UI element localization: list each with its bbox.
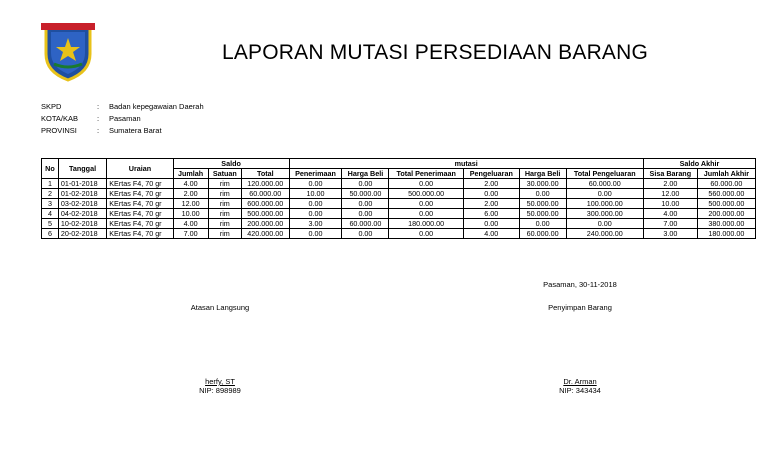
meta-value: Pasaman bbox=[109, 114, 141, 123]
table-body bbox=[42, 179, 756, 239]
table-cell: 10.00 bbox=[643, 199, 697, 209]
col-sisa-barang: Sisa Barang bbox=[643, 169, 697, 179]
table-cell: 3.00 bbox=[289, 219, 342, 229]
place-date: Pasaman, 30-11-2018 bbox=[543, 280, 617, 289]
table-cell: 380.000.00 bbox=[697, 219, 755, 229]
table-cell: 0.00 bbox=[519, 219, 566, 229]
table-cell: 2.00 bbox=[643, 179, 697, 189]
table-cell: KErtas F4, 70 gr bbox=[107, 199, 173, 209]
table-cell: 6.00 bbox=[463, 209, 519, 219]
table-cell: 50.000.00 bbox=[519, 209, 566, 219]
col-tanggal: Tanggal bbox=[58, 159, 106, 179]
table-cell: 60.000.00 bbox=[566, 179, 643, 189]
table-cell: 60.000.00 bbox=[519, 229, 566, 239]
table-cell: 500.000.00 bbox=[389, 189, 464, 199]
col-pengeluaran: Pengeluaran bbox=[463, 169, 519, 179]
table-cell: 4.00 bbox=[463, 229, 519, 239]
table-cell: 180.000.00 bbox=[697, 229, 755, 239]
group-header-row bbox=[42, 159, 756, 169]
table-cell: 0.00 bbox=[566, 219, 643, 229]
meta-key: KOTA/KAB bbox=[41, 114, 78, 123]
table-row bbox=[42, 189, 756, 199]
table-cell: 7.00 bbox=[173, 229, 208, 239]
table-cell: 0.00 bbox=[342, 199, 389, 209]
table-row bbox=[42, 179, 756, 189]
col-satuan: Satuan bbox=[208, 169, 242, 179]
table-cell: 50.000.00 bbox=[519, 199, 566, 209]
meta-value: Sumatera Barat bbox=[109, 126, 162, 135]
col-jumlah: Jumlah bbox=[173, 169, 208, 179]
table-cell: 10.00 bbox=[289, 189, 342, 199]
col-no: No bbox=[42, 159, 59, 179]
table-cell: 0.00 bbox=[463, 219, 519, 229]
table-cell: 0.00 bbox=[342, 179, 389, 189]
col-jumlah-akhir: Jumlah Akhir bbox=[697, 169, 755, 179]
signature-left bbox=[160, 377, 280, 395]
table-cell: KErtas F4, 70 gr bbox=[107, 229, 173, 239]
col-harga-beli-in: Harga Beli bbox=[342, 169, 389, 179]
table-cell: 180.000.00 bbox=[389, 219, 464, 229]
table-cell: 2.00 bbox=[173, 189, 208, 199]
table-cell: 200.000.00 bbox=[242, 219, 289, 229]
table-cell: 420.000.00 bbox=[242, 229, 289, 239]
table-cell: 0.00 bbox=[289, 209, 342, 219]
table-cell: 10-02-2018 bbox=[58, 219, 106, 229]
signature-right-role: Penyimpan Barang bbox=[548, 303, 612, 312]
table-cell: 500.000.00 bbox=[697, 199, 755, 209]
table-cell: 6 bbox=[42, 229, 59, 239]
signature-left-name: herfy, ST bbox=[205, 377, 235, 386]
table-cell: 500.000.00 bbox=[242, 209, 289, 219]
table-cell: 0.00 bbox=[389, 199, 464, 209]
table-row bbox=[42, 199, 756, 209]
table-cell: 0.00 bbox=[566, 189, 643, 199]
table-cell: 01-02-2018 bbox=[58, 189, 106, 199]
table-cell: 0.00 bbox=[389, 179, 464, 189]
table-cell: 20-02-2018 bbox=[58, 229, 106, 239]
meta-value: Badan kepegawaian Daerah bbox=[109, 102, 204, 111]
table-cell: 60.000.00 bbox=[242, 189, 289, 199]
table-cell: KErtas F4, 70 gr bbox=[107, 219, 173, 229]
table-cell: 3 bbox=[42, 199, 59, 209]
table-cell: 30.000.00 bbox=[519, 179, 566, 189]
inventory-table bbox=[41, 158, 756, 239]
table-cell: 2.00 bbox=[463, 179, 519, 189]
table-cell: 100.000.00 bbox=[566, 199, 643, 209]
table-cell: rim bbox=[208, 179, 242, 189]
table-cell: 60.000.00 bbox=[342, 219, 389, 229]
table-cell: rim bbox=[208, 199, 242, 209]
signature-right-nip: NIP: 343434 bbox=[559, 386, 601, 395]
table-row bbox=[42, 209, 756, 219]
col-group-mutasi: mutasi bbox=[289, 159, 643, 169]
page-title: LAPORAN MUTASI PERSEDIAAN BARANG bbox=[221, 41, 649, 64]
col-total: Total bbox=[242, 169, 289, 179]
table-cell: 0.00 bbox=[389, 229, 464, 239]
table-cell: 0.00 bbox=[289, 179, 342, 189]
table-cell: 03-02-2018 bbox=[58, 199, 106, 209]
table-cell: 04-02-2018 bbox=[58, 209, 106, 219]
table-cell: 0.00 bbox=[463, 189, 519, 199]
table-cell: 01-01-2018 bbox=[58, 179, 106, 189]
table-cell: 4 bbox=[42, 209, 59, 219]
meta-sep: : bbox=[97, 114, 100, 123]
col-total-penerimaan: Total Penerimaan bbox=[389, 169, 464, 179]
table-cell: 1 bbox=[42, 179, 59, 189]
table-cell: 10.00 bbox=[173, 209, 208, 219]
table-cell: 50.000.00 bbox=[342, 189, 389, 199]
table-cell: 2 bbox=[42, 189, 59, 199]
table-cell: 560.000.00 bbox=[697, 189, 755, 199]
signature-left-role: Atasan Langsung bbox=[190, 303, 250, 312]
meta-key: PROVINSI bbox=[41, 126, 77, 135]
table-cell: 600.000.00 bbox=[242, 199, 289, 209]
table-cell: 12.00 bbox=[173, 199, 208, 209]
table-cell: 4.00 bbox=[643, 209, 697, 219]
meta-row-provinsi bbox=[41, 125, 204, 137]
table-cell: 12.00 bbox=[643, 189, 697, 199]
meta-row-skpd bbox=[41, 101, 204, 113]
meta-sep: : bbox=[97, 102, 100, 111]
table-cell: 300.000.00 bbox=[566, 209, 643, 219]
table-cell: 120.000.00 bbox=[242, 179, 289, 189]
table-cell: rim bbox=[208, 219, 242, 229]
col-penerimaan: Penerimaan bbox=[289, 169, 342, 179]
signature-right bbox=[520, 377, 640, 395]
table-cell: 5 bbox=[42, 219, 59, 229]
col-group-saldo-akhir: Saldo Akhir bbox=[643, 159, 755, 169]
table-cell: 0.00 bbox=[289, 199, 342, 209]
table-cell: 0.00 bbox=[342, 229, 389, 239]
table-cell: KErtas F4, 70 gr bbox=[107, 209, 173, 219]
table-row bbox=[42, 219, 756, 229]
meta-sep: : bbox=[97, 126, 100, 135]
table-cell: 3.00 bbox=[643, 229, 697, 239]
table-cell: rim bbox=[208, 229, 242, 239]
table-cell: rim bbox=[208, 189, 242, 199]
table-cell: 4.00 bbox=[173, 219, 208, 229]
table-cell: rim bbox=[208, 209, 242, 219]
table-cell: KErtas F4, 70 gr bbox=[107, 189, 173, 199]
col-group-saldo: Saldo bbox=[173, 159, 289, 169]
col-total-pengeluaran: Total Pengeluaran bbox=[566, 169, 643, 179]
table-cell: 200.000.00 bbox=[697, 209, 755, 219]
report-meta bbox=[41, 101, 204, 137]
table-cell: 0.00 bbox=[342, 209, 389, 219]
table-cell: 0.00 bbox=[519, 189, 566, 199]
province-logo bbox=[38, 20, 98, 82]
table-cell: 0.00 bbox=[289, 229, 342, 239]
table-cell: 60.000.00 bbox=[697, 179, 755, 189]
table-cell: 2.00 bbox=[463, 199, 519, 209]
meta-key: SKPD bbox=[41, 102, 62, 111]
meta-row-kota bbox=[41, 113, 204, 125]
table-row bbox=[42, 229, 756, 239]
col-harga-beli-out: Harga Beli bbox=[519, 169, 566, 179]
table-cell: KErtas F4, 70 gr bbox=[107, 179, 173, 189]
table-cell: 4.00 bbox=[173, 179, 208, 189]
table-cell: 0.00 bbox=[389, 209, 464, 219]
table-cell: 7.00 bbox=[643, 219, 697, 229]
signature-right-name: Dr. Arman bbox=[563, 377, 597, 386]
signature-left-nip: NIP: 898989 bbox=[199, 386, 241, 395]
col-uraian: Uraian bbox=[107, 159, 173, 179]
table-cell: 240.000.00 bbox=[566, 229, 643, 239]
